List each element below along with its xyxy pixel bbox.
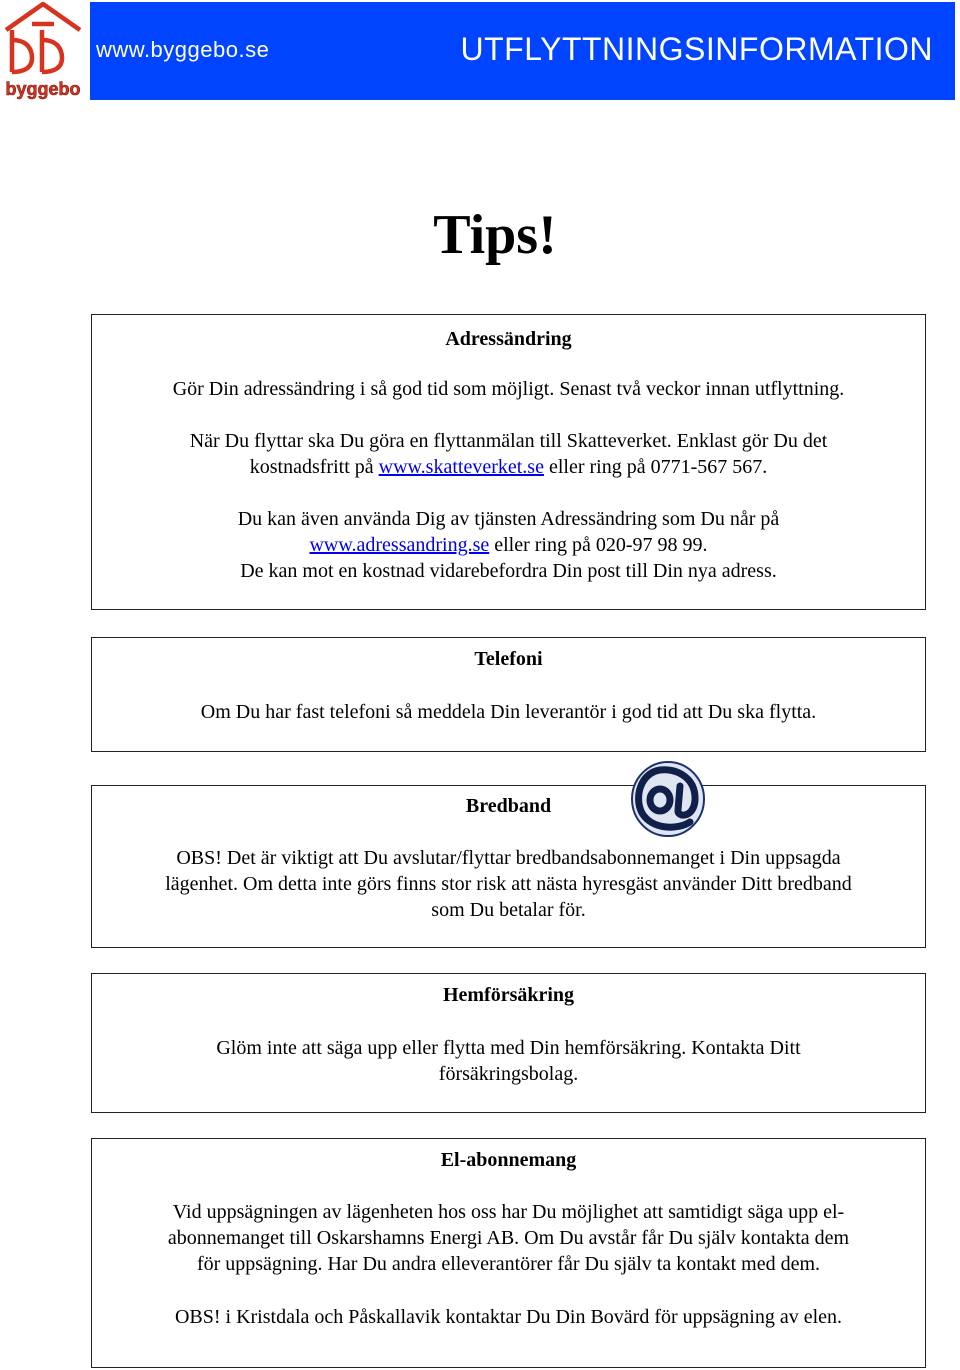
- section-title: Hemförsäkring: [442, 984, 575, 1006]
- paragraph: Vid uppsägningen av lägenheten hos oss har Du möjlighet att samtidigt säga upp el- abonnemanget till Oskarshamns Energi AB. Om Du avstår får Du själv kontakta dem för uppsägning. Har Du andra elleverantörer får Du själv ta kontakt med dem.: [167, 1201, 850, 1275]
- section-bredband: [91, 785, 926, 948]
- section-title: El-abonnemang: [440, 1149, 577, 1171]
- paragraph: När Du flyttar ska Du göra en flyttanmälan till Skatteverket. Enklast gör Du det kostnadsfritt på www.skatteverket.se eller ring på 0771-567 567.: [189, 430, 828, 478]
- section-adressandring: [91, 314, 926, 610]
- skatteverket-link[interactable]: www.skatteverket.se: [378, 456, 544, 478]
- paragraph: Gör Din adressändring i så god tid som möjligt. Senast två veckor innan utflyttning.: [172, 378, 845, 400]
- section-title: Bredband: [465, 795, 552, 817]
- section-el-abonnemang: [91, 1138, 926, 1368]
- header-banner: [90, 2, 955, 100]
- paragraph: Du kan även använda Dig av tjänsten Adressändring som Du når på www.adressandring.se eller ring på 020-97 98 99. De kan mot en kostnad vidarebefordra Din post till Din nya adress.: [237, 508, 780, 582]
- section-hemforsakring: [91, 973, 926, 1113]
- paragraph: OBS! i Kristdala och Påskallavik kontaktar Du Din Bovärd för uppsägning av elen.: [174, 1306, 843, 1328]
- svg-text:byggebo: byggebo: [5, 79, 81, 99]
- page-title: UTFLYTTNINGSINFORMATION: [460, 31, 933, 67]
- paragraph: Om Du har fast telefoni så meddela Din leverantör i god tid att Du ska flytta.: [200, 701, 817, 723]
- section-title: Adressändring: [445, 328, 572, 350]
- byggebo-logo: [2, 0, 84, 100]
- paragraph: OBS! Det är viktigt att Du avslutar/flyttar bredbandsabonnemanget i Din uppsagda lägenhet. Om detta inte görs finns stor risk att nästa hyresgäst använder Ditt bredband som Du betalar för.: [165, 847, 852, 921]
- paragraph: Glöm inte att säga upp eller flytta med Din hemförsäkring. Kontakta Ditt försäkringsbolag.: [216, 1037, 801, 1085]
- site-url: www.byggebo.se: [96, 37, 270, 62]
- tips-heading: Tips!: [433, 204, 557, 266]
- at-sign-icon: [628, 758, 708, 840]
- section-title: Telefoni: [474, 648, 543, 670]
- adressandring-link[interactable]: www.adressandring.se: [309, 534, 490, 556]
- section-telefoni: [91, 637, 926, 752]
